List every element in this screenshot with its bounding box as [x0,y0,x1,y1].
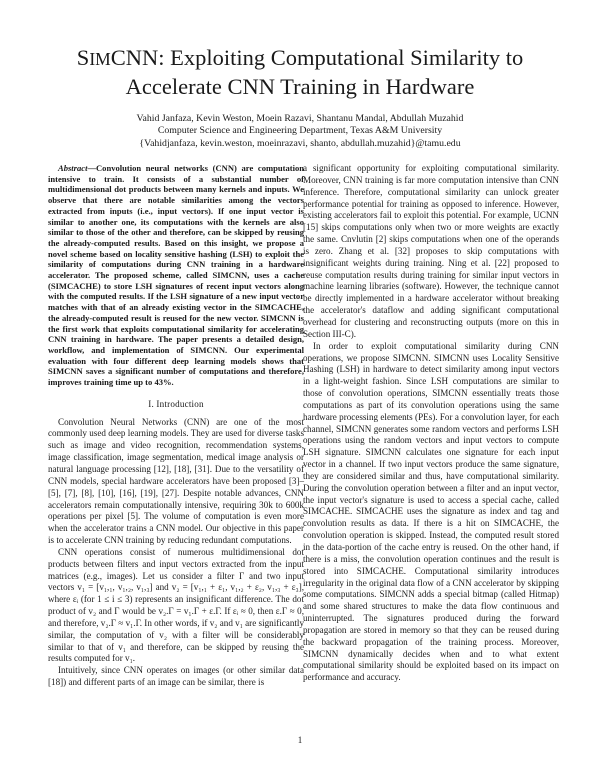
left-paragraph: Convolution Neural Networks (CNN) are one of the most commonly used deep learning models. They are used for diverse tasks such as image and video recognition, recommendation systems, image classification, image segmentation, medical image analysis or natural language processing [12], [18], [31]. Due to the versatility of CNN models, special hardware accelerators have been proposed [3]–[5], [7], [8], [10], [16], [19], [27]. Despite notable advances, CNN accelerators remain computationally intensive, requiring 30k to 600k operations per pixel [5]. The volume of computation is even more when the accelerator trains a CNN model. Our objective in this paper is to accelerate CNN training by reducing redundant computations. [48,416,304,546]
author-names: Vahid Janfaza, Kevin Weston, Moein Razavi, Shantanu Mandal, Abdullah Muzahid [136,113,464,124]
author-affiliation: Computer Science and Engineering Department, Texas A&M University [157,125,443,137]
author-emails: {Vahidjanfaza, kevin.weston, moeinrazavi, shanto, abdullah.muzahid}@tamu.edu [139,137,461,149]
page-number: 1 [297,735,303,745]
title-sc-rest: IM [89,49,111,69]
left-paragraph: Intuitively, since CNN operates on images (or other similar data [18]) and different parts of an image can be similar, there is [48,665,304,688]
author-block [40,113,560,150]
abstract-label: Abstract [58,163,88,173]
right-paragraph: In order to exploit computational similarity during CNN operations, we propose SIMCNN. SIMCNN uses Locality Sensitive Hashing (LSH) in hardware to detect similarity among input vectors in a light-weight fashion. Since LSH computations are similar to those of convolution operations, SIMCNN essentially treats those computations as part of its convolution operations using the same hardware processing elements (PEs). For a convolution layer, for each channel, SIMCNN generates some random vectors and performs LSH operations using the random vectors and input vectors to compute LSH signature. SIMCNN calculates one signature for each input vector in a channel. If two input vectors produce the same signature, they are considered similar and thus, have computational similarity. During the convolution operation between a filter and an input vector, the input vector's signature is used to access a special cache, called SIMCACHE. SIMCACHE uses the signature as index and tag and convolution results as data. If there is a hit on SIMCACHE, the convolution operation is skipped. Instead, the computed result stored in the data-portion of the cache entry is reused. On the other hand, if there is a miss, the convolution operation continues and the result is stored into SIMCACHE. Computational similarity introduces irregularity in the original data flow of a CNN accelerator by skipping some computations. SIMCNN adds a special bitmap (called Hitmap) and some shared structures to make the data flow continuous and uninterrupted. The signatures produced during the forward propagation are stored in memory so that they can be reused during the backward propagation of the training process. Moreover, SIMCNN dynamically decides when and to what extent computational similarity should be exploited based on its impact on performance and accuracy. [303,340,559,683]
right-paragraph: a significant opportunity for exploiting computational similarity. Moreover, CNN training is far more computation intensive than CNN inference. Therefore, computational similarity can unlock greater performance potential for training as opposed to inference. However, existing accelerators fail to exploit this potential. For example, UCNN [15] skips computations only when two or more weights are exactly the same. Cnvlutin [2] skips computations when one of the operands is zero. Zhang et al. [32] proposes to skip computations with insignificant weights during training. Ning et al. [22] proposed to reuse computation results during training for similar input vectors in machine learning libraries (software). However, the technique cannot be directly implemented in a hardware accelerator without breaking the accelerator's dataflow and adding significant computational overhead for clustering and reconstructing outputs (more on this in Section III-C). [303,163,559,339]
abstract-text: —Convolution neural networks (CNN) are computation intensive to train. It consists of a substantial number of multidimensional dot products between many kernels and inputs. We observe that there are notable similarities among the vectors extracted from inputs (i.e., input vectors). If one input vector is similar to another one, its computations with the kernels are also similar to those of the other and therefore, can be skipped by reusing the already-computed results. Based on this insight, we propose a novel scheme based on locality sensitive hashing (LSH) to exploit the similarity of computations during CNN training in a hardware accelerator. The proposed scheme, called SIMCNN, uses a cache (SIMCACHE) to store LSH signatures of recent input vectors along with the computed results. If the LSH signature of a new input vector matches with that of an already existing vector in the SIMCACHE, the already-computed result is reused for the new vector. SIMCNN is the first work that exploits computational similarity for accelerating CNN training in hardware. The paper presents a detailed design, workflow, and implementation of SIMCNN. Our experimental evaluation with four different deep learning models shows that SIMCNN saves a significant number of computations and therefore, improves training time up to 43%. [48,163,304,388]
left-column [48,163,304,689]
title-line2: Accelerate CNN Training in Hardware [125,74,475,99]
paper-title [40,44,560,100]
abstract [48,163,304,388]
left-paragraph: CNN operations consist of numerous multidimensional dot products between filters and input vectors extracted from the input matrices (e.g., images). Let us consider a filter Γ and two input vectors v₁ = [v₁,₁, v₁,₂, v₁,₃] and v₂ = [v₁,₁ + ε₁, v₁,₂ + ε₂, v₁,₃ + ε₃], where εᵢ (for 1 ≤ i ≤ 3) represents an insignificant difference. The dot product of v₂ and Γ would be v₂.Γ = v₁.Γ + ε.Γ. If εᵢ ≈ 0, then ε.Γ ≈ 0, and therefore, v₂.Γ ≈ v₁.Γ. In other words, if v₂ and v₁ are significantly similar, the computation of v₂ with a filter will be considerably similar to that of v₁ and therefore, can be skipped by reusing the results computed for v₁. [48,546,304,664]
section-heading: I. Introduction [148,398,204,409]
title-sc-initial: S [76,45,90,70]
right-column [303,163,559,684]
title-line1-rest: CNN: Exploiting Computational Similarity to [110,45,524,70]
